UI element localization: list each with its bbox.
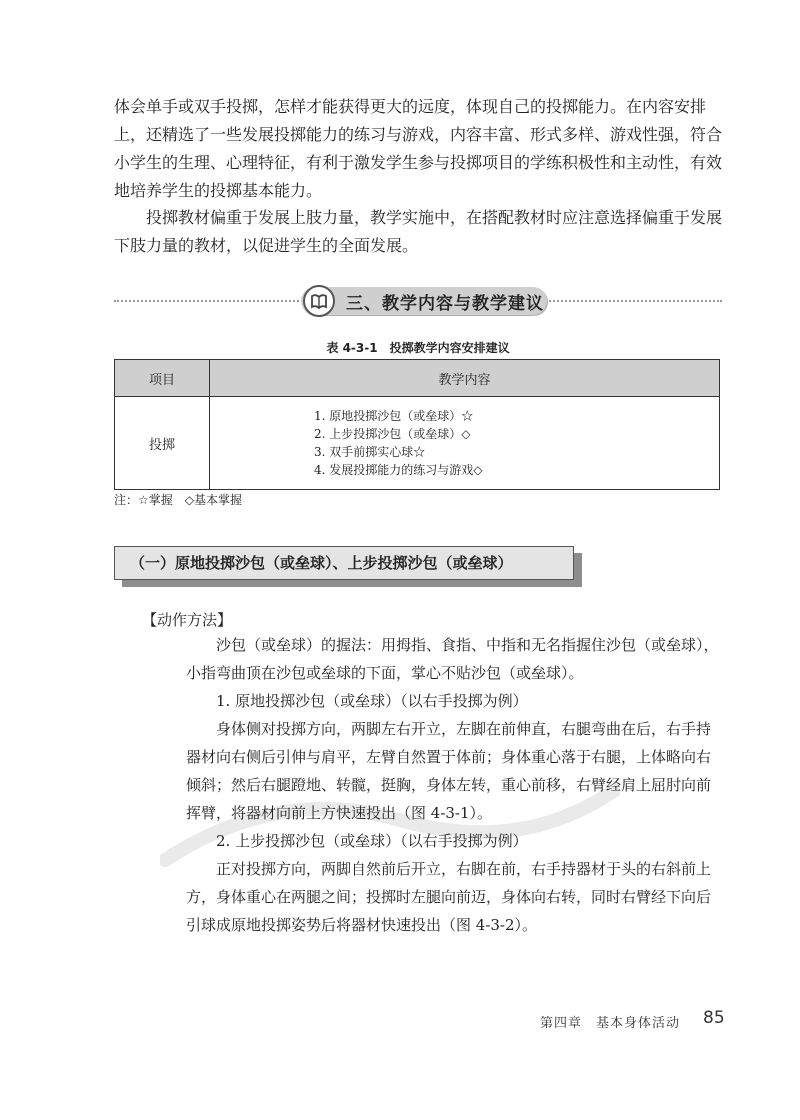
method-heading: 【动作方法】 (142, 611, 233, 629)
method-item2-text: 正对投掷方向，两脚自然前后开立，右脚在前，右手持器材于头的右斜前上方，身体重心在两腿之间；投掷时左腿向前迈，身体向右转，同时右臂经下向后引球成原地投掷姿势后将器材快速投出（图 4-3-2）。 (186, 860, 712, 934)
method-item1-title: 1. 原地投掷沙包（或垒球）（以右手投掷为例） (216, 692, 528, 710)
method-grip: 沙包（或垒球）的握法：用拇指、食指、中指和无名指握住沙包（或垒球），小指弯曲顶在沙包或垒球的下面，掌心不贴沙包（或垒球）。 (186, 636, 719, 682)
subsection-title: （一）原地投掷沙包（或垒球）、上步投掷沙包（或垒球） (130, 554, 513, 572)
table-header-content: 教学内容 (210, 360, 720, 397)
intro-paragraph-2 (114, 204, 722, 260)
footer-chapter: 第四章 基本身体活动 (540, 1016, 681, 1031)
table-cell-content (210, 397, 720, 490)
table-note: 注：☆掌握 ◇基本掌握 (114, 493, 242, 507)
method-item1-text: 身体侧对投掷方向，两脚左右开立，左脚在前伸直，右腿弯曲在后，右手持器材向右侧后引伸与肩平，左臂自然置于体前；身体重心落于右腿，上体略向右倾斜；然后右腿蹬地、转髋，挺胸，身体左转，重心前移，右臂经肩上屈肘向前挥臂，将器材向前上方快速投出（图 4-3-1）。 (186, 720, 712, 822)
intro-paragraph-1 (114, 93, 722, 205)
intro-text-2: 投掷教材偏重于发展上肢力量，教学实施中，在搭配教材时应注意选择偏重于发展下肢力量的教材，以促进学生的全面发展。 (114, 208, 723, 255)
method-body (186, 631, 720, 939)
table-cell-item: 投掷 (115, 397, 210, 490)
intro-text-1: 体会单手或双手投掷，怎样才能获得更大的远度，体现自己的投掷能力。在内容安排上，还精选了一些发展投掷能力的练习与游戏，内容丰富、形式多样、游戏性强，符合小学生的生理、心理特征，有利于激发学生参与投掷项目的学练积极性和主动性，有效地培养学生的投掷基本能力。 (114, 97, 723, 200)
page-number: 85 (703, 1008, 725, 1028)
method-item2-title: 2. 上步投掷沙包（或垒球）（以右手投掷为例） (216, 832, 528, 850)
content-table (114, 359, 720, 490)
content-line-1: 1. 原地投掷沙包（或垒球）☆ (314, 409, 474, 423)
content-line-3: 3. 双手前掷实心球☆ (314, 445, 426, 459)
table-caption: 表 4-3-1 投掷教学内容安排建议 (326, 341, 510, 355)
content-line-2: 2. 上步投掷沙包（或垒球）◇ (314, 427, 471, 441)
section-title: 三、教学内容与教学建议 (346, 294, 544, 314)
table-header-item: 项目 (115, 360, 210, 397)
table-row (115, 397, 720, 490)
book-icon (305, 287, 333, 315)
table-header-row (115, 360, 720, 397)
section-icon (303, 285, 335, 317)
content-line-4: 4. 发展投掷能力的练习与游戏◇ (314, 463, 483, 477)
